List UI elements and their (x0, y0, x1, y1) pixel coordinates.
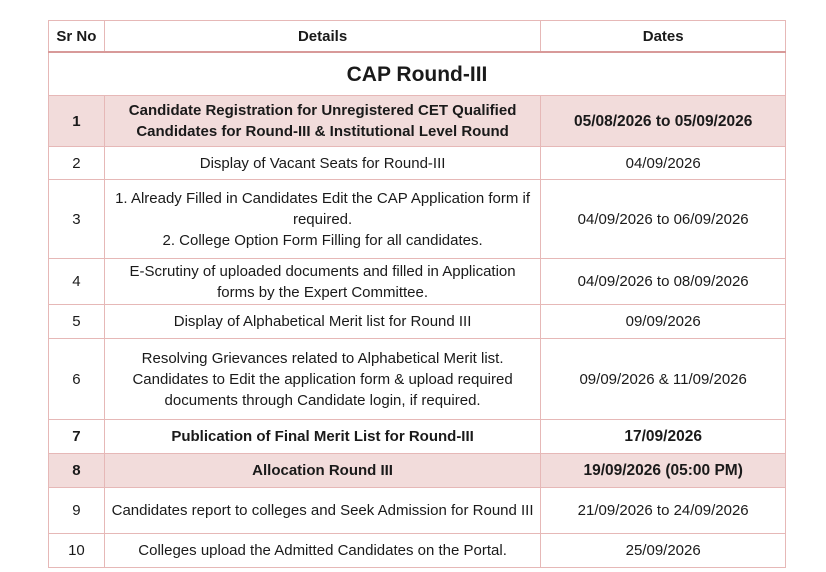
row-details: E-Scrutiny of uploaded documents and filled in Application forms by the Expert Committee. (104, 259, 541, 305)
table-row (49, 305, 786, 339)
row-dates: 17/09/2026 (541, 420, 786, 454)
row-dates: 04/09/2026 to 08/09/2026 (541, 259, 786, 305)
row-sr-no: 2 (49, 147, 105, 180)
table-header-row (49, 21, 786, 53)
row-sr-no: 3 (49, 180, 105, 259)
row-dates: 25/09/2026 (541, 534, 786, 568)
header-details: Details (104, 21, 541, 53)
row-sr-no: 9 (49, 488, 105, 534)
table-row (49, 339, 786, 420)
round-title-row (49, 52, 786, 96)
row-sr-no: 7 (49, 420, 105, 454)
row-dates: 19/09/2026 (05:00 PM) (541, 454, 786, 488)
schedule-table-container (48, 20, 786, 568)
row-details: Candidates report to colleges and Seek Admission for Round III (104, 488, 541, 534)
row-sr-no: 4 (49, 259, 105, 305)
table-row (49, 180, 786, 259)
row-dates: 21/09/2026 to 24/09/2026 (541, 488, 786, 534)
row-sr-no: 8 (49, 454, 105, 488)
row-details: Resolving Grievances related to Alphabetical Merit list. Candidates to Edit the application form & upload required documents through Candidate login, if required. (104, 339, 541, 420)
row-details: Candidate Registration for Unregistered CET Qualified Candidates for Round-III & Institutional Level Round (104, 96, 541, 147)
row-dates: 09/09/2026 & 11/09/2026 (541, 339, 786, 420)
row-dates: 04/09/2026 (541, 147, 786, 180)
header-dates: Dates (541, 21, 786, 53)
table-row (49, 454, 786, 488)
table-row (49, 534, 786, 568)
table-row (49, 488, 786, 534)
row-dates: 09/09/2026 (541, 305, 786, 339)
row-sr-no: 5 (49, 305, 105, 339)
table-row (49, 96, 786, 147)
round-title: CAP Round-III (49, 52, 786, 96)
details-list-item: 1. Already Filled in Candidates Edit the CAP Application form if required. (115, 189, 531, 228)
row-details (104, 180, 541, 259)
header-sr-no: Sr No (49, 21, 105, 53)
row-details: Colleges upload the Admitted Candidates on the Portal. (104, 534, 541, 568)
row-details: Allocation Round III (104, 454, 541, 488)
table-row (49, 420, 786, 454)
row-details: Display of Alphabetical Merit list for Round III (104, 305, 541, 339)
row-dates: 05/08/2026 to 05/09/2026 (541, 96, 786, 147)
details-list-item: 2. College Option Form Filling for all candidates. (162, 231, 483, 249)
row-sr-no: 1 (49, 96, 105, 147)
row-dates: 04/09/2026 to 06/09/2026 (541, 180, 786, 259)
table-row (49, 259, 786, 305)
table-row (49, 147, 786, 180)
row-sr-no: 6 (49, 339, 105, 420)
row-details: Publication of Final Merit List for Round-III (104, 420, 541, 454)
row-details: Display of Vacant Seats for Round-III (104, 147, 541, 180)
row-sr-no: 10 (49, 534, 105, 568)
cap-schedule-table (48, 20, 786, 568)
